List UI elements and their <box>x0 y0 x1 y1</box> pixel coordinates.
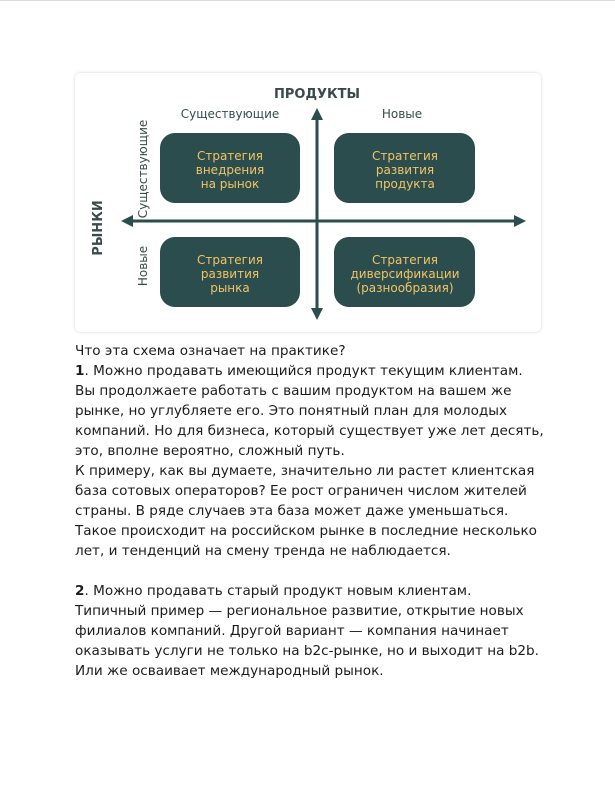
box-market-development <box>160 237 300 307</box>
example-paragraph: К примеру, как вы думаете, значительно ли растет клиентская база сотовых операторов? Ее рост ограничен числом жителей страны. В ряде случаев эта база может даже уменьшаться. Такое происходит на российском рынке в последние несколько лет, и тенденций на смену тренда не наблюдается. <box>75 463 537 559</box>
box-product-development-line3: продукта <box>375 177 435 191</box>
box-diversification-line1: Стратегия <box>371 253 439 267</box>
top-divider <box>0 0 615 1</box>
box-market-penetration-line3: на рынок <box>200 177 260 191</box>
item-1-paragraph <box>75 361 545 461</box>
box-market-penetration <box>160 133 300 203</box>
axis-arrow-up <box>311 108 323 120</box>
row-label-new: Новые <box>136 245 150 287</box>
box-product-development-line2: развития <box>375 163 435 177</box>
axis-arrow-left <box>121 215 133 227</box>
axis-title-products: ПРОДУКТЫ <box>273 87 361 102</box>
item-1-number: 1 <box>75 363 85 379</box>
column-label-existing: Существующие <box>180 107 280 121</box>
box-product-development <box>334 133 475 203</box>
item-1-text: . Можно продавать имеющийся продукт текущим клиентам. Вы продолжаете работать с вашим продуктом на вашем же рынке, но углубляете его. Это понятный план для молодых компаний. Но для бизнеса, который существует уже лет десять, это, вполне вероятно, сложный путь. <box>75 363 544 459</box>
box-market-penetration-line1: Стратегия <box>196 149 264 163</box>
box-product-development-line1: Стратегия <box>371 149 439 163</box>
item-2-number: 2 <box>75 583 85 599</box>
item-2-text: . Можно продавать старый продукт новым клиентам. Типичный пример — региональное развитие, открытие новых филиалов компаний. Другой вариант — компания начинает оказывать услуги не только на b2c-рынке, но и выходит на b2b. Или же осваивает международный рынок. <box>75 583 540 679</box>
row-label-existing: Существующие <box>136 119 150 219</box>
item-2-paragraph <box>75 581 545 681</box>
article-body <box>75 341 545 681</box>
box-diversification-line3: (разнообразия) <box>356 281 454 295</box>
ansoff-matrix-card <box>75 73 541 332</box>
column-label-new: Новые <box>381 107 423 121</box>
axis-title-markets: РЫНКИ <box>91 200 106 256</box>
box-diversification <box>334 237 475 307</box>
axis-arrow-down <box>311 308 323 320</box>
axis-arrow-right <box>514 215 526 227</box>
box-diversification-line2: диверсификации <box>350 267 460 281</box>
paragraph-spacer <box>75 561 545 581</box>
box-market-development-line3: рынка <box>210 281 250 295</box>
question-paragraph: Что эта схема означает на практике? <box>75 343 346 359</box>
ansoff-matrix-diagram <box>75 73 541 332</box>
box-market-development-line2: развития <box>200 267 260 281</box>
box-market-development-line1: Стратегия <box>196 253 264 267</box>
box-market-penetration-line2: внедрения <box>195 163 265 177</box>
